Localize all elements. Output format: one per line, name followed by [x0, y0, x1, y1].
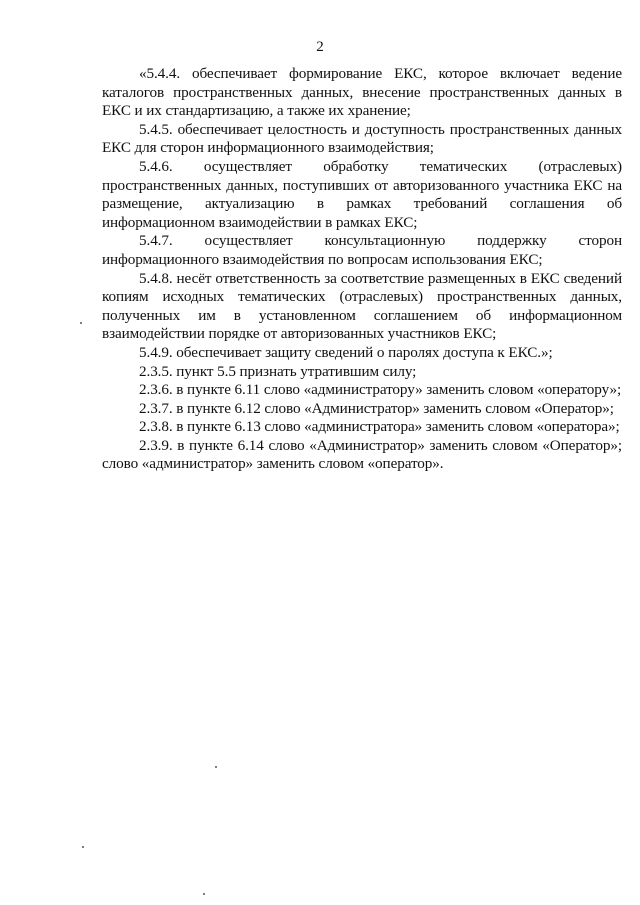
- scan-speck: [80, 322, 82, 324]
- scan-speck: [215, 766, 217, 768]
- paragraph-2-3-9: 2.3.9. в пункте 6.14 слово «Администратор» заменить словом «Оператор»; слово «администратор» заменить словом «оператор».: [102, 436, 622, 473]
- paragraph-5-4-6: 5.4.6. осуществляет обработку тематических (отраслевых) пространственных данных, поступивших от авторизованного участника ЕКС на размещение, актуализацию в рамках требований соглашения об информационном взаимодействии в рамках ЕКС;: [102, 157, 622, 231]
- paragraph-2-3-7: 2.3.7. в пункте 6.12 слово «Администратор» заменить словом «Оператор»;: [139, 399, 614, 417]
- paragraph-5-4-9: 5.4.9. обеспечивает защиту сведений о паролях доступа к ЕКС.»;: [139, 343, 553, 361]
- paragraph-2-3-5: 2.3.5. пункт 5.5 признать утратившим силу;: [139, 362, 417, 380]
- paragraph-2-3-8: 2.3.8. в пункте 6.13 слово «администратора» заменить словом «оператора»;: [139, 418, 620, 436]
- paragraph-5-4-7: 5.4.7. осуществляет консультационную поддержку сторон информационного взаимодействия по вопросам использования ЕКС;: [102, 232, 622, 268]
- paragraph-5-4-8: 5.4.8. несёт ответственность за соответствие размещенных в ЕКС сведений копиям исходных тематических (отраслевых) пространственных данных, полученных им в установленном соглашением об информационном взаимодействии порядке от авторизованных участников ЕКС;: [102, 269, 622, 343]
- scan-speck: [203, 893, 205, 895]
- paragraph-5-4-4: «5.4.4. обеспечивает формирование ЕКС, которое включает ведение каталогов пространственных данных, внесение пространственных данных в ЕКС и их стандартизацию, а также их хранение;: [102, 65, 622, 120]
- page-number: 2: [316, 39, 324, 55]
- paragraph-2-3-6: 2.3.6. в пункте 6.11 слово «администратору» заменить словом «оператору»;: [139, 381, 622, 399]
- scan-speck: [82, 846, 84, 848]
- document-body: [102, 65, 622, 474]
- paragraph-5-4-5: 5.4.5. обеспечивает целостность и доступность пространственных данных ЕКС для сторон информационного взаимодействия;: [102, 120, 622, 157]
